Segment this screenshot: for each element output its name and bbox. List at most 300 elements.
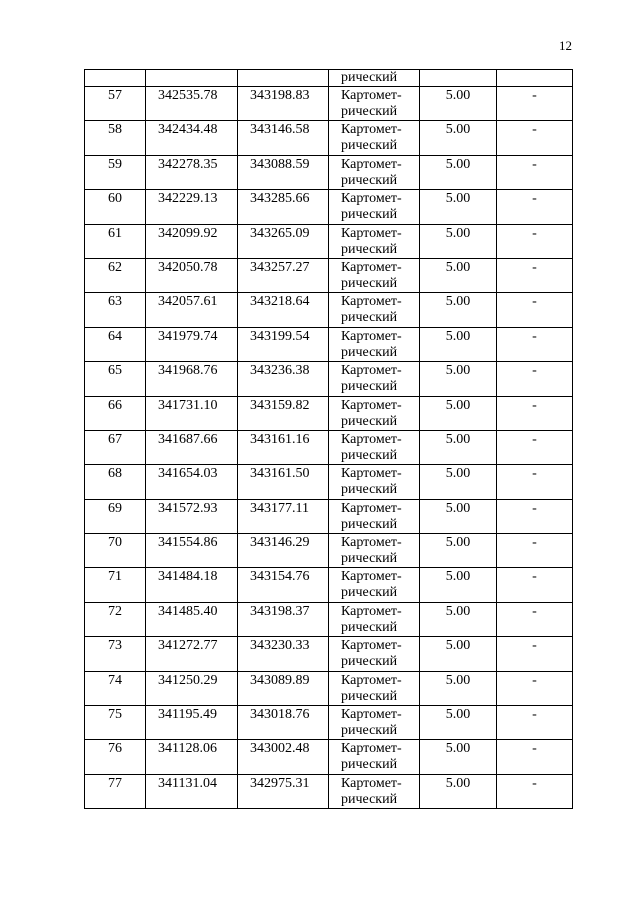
table-row (85, 740, 573, 774)
point-number-cell (85, 396, 146, 430)
table-row (85, 637, 573, 671)
y-coordinate-cell (238, 774, 329, 808)
accuracy-cell-text: 5.00 (445, 397, 471, 413)
x-coordinate-cell (146, 534, 238, 568)
method-cell (329, 671, 420, 705)
table-row (85, 327, 573, 361)
x-coordinate-cell (146, 87, 238, 121)
y-coordinate-cell (238, 637, 329, 671)
x-coordinate-cell (146, 121, 238, 155)
method-line-2: рический (341, 551, 398, 567)
point-number-cell-text: 75 (108, 707, 122, 723)
accuracy-cell (420, 396, 497, 430)
table-row (85, 396, 573, 430)
y-coordinate-cell (238, 293, 329, 327)
accuracy-cell (420, 637, 497, 671)
point-number-cell (85, 293, 146, 327)
point-number-cell-text: 57 (108, 88, 122, 103)
note-cell (497, 740, 573, 774)
y-coordinate-cell (238, 155, 329, 189)
x-coordinate-cell (146, 465, 238, 499)
point-number-cell (85, 430, 146, 464)
method-line-2: рический (341, 688, 398, 704)
continuation-cell-accuracy (420, 70, 497, 87)
note-cell (497, 121, 573, 155)
point-number-cell-text: 61 (108, 225, 122, 241)
note-cell (497, 87, 573, 121)
y-coordinate-cell (238, 671, 329, 705)
accuracy-cell (420, 465, 497, 499)
note-cell-text: - (532, 707, 537, 723)
x-coordinate-cell-text: 341572.93 (158, 500, 218, 516)
point-number-cell-text: 65 (108, 363, 122, 379)
x-coordinate-cell-text: 341654.03 (158, 466, 218, 482)
accuracy-cell (420, 293, 497, 327)
point-number-cell-text: 64 (108, 328, 122, 344)
method-cell (329, 327, 420, 361)
x-coordinate-cell (146, 362, 238, 396)
method-line-2: рический (341, 104, 398, 119)
coordinates-table-body (85, 70, 573, 809)
accuracy-cell (420, 224, 497, 258)
point-number-cell-text: 69 (108, 500, 122, 516)
point-number-cell (85, 155, 146, 189)
y-coordinate-cell-text: 343161.50 (250, 466, 310, 482)
note-cell-text: - (532, 431, 537, 447)
continuation-cell-note (497, 70, 573, 87)
note-cell-text: - (532, 466, 537, 482)
note-cell-text: - (532, 328, 537, 344)
x-coordinate-cell-text: 341195.49 (158, 707, 217, 723)
method-line-1: Картомет- (341, 707, 402, 723)
point-number-cell (85, 258, 146, 292)
accuracy-cell-text: 5.00 (445, 672, 471, 688)
y-coordinate-cell (238, 740, 329, 774)
accuracy-cell-text: 5.00 (445, 569, 471, 585)
y-coordinate-cell-text: 343285.66 (250, 191, 310, 207)
point-number-cell (85, 534, 146, 568)
point-number-cell-text: 71 (108, 569, 122, 585)
point-number-cell-text: 62 (108, 259, 122, 275)
note-cell (497, 155, 573, 189)
y-coordinate-cell (238, 396, 329, 430)
point-number-cell (85, 465, 146, 499)
method-line-2: рический (341, 275, 398, 291)
y-coordinate-cell-text: 343018.76 (250, 707, 310, 723)
x-coordinate-cell (146, 499, 238, 533)
note-cell (497, 396, 573, 430)
x-coordinate-cell-text: 341485.40 (158, 603, 218, 619)
table-row (85, 362, 573, 396)
point-number-cell (85, 568, 146, 602)
y-coordinate-cell-text: 343230.33 (250, 638, 310, 654)
x-coordinate-cell (146, 671, 238, 705)
note-cell (497, 190, 573, 224)
y-coordinate-cell (238, 258, 329, 292)
y-coordinate-cell-text: 343218.64 (250, 294, 310, 310)
x-coordinate-cell (146, 568, 238, 602)
x-coordinate-cell (146, 155, 238, 189)
note-cell (497, 637, 573, 671)
method-line-1: Картомет- (341, 672, 402, 688)
x-coordinate-cell (146, 740, 238, 774)
continuation-cell-y (238, 70, 329, 87)
method-line-2: рический (341, 791, 398, 807)
method-cell (329, 430, 420, 464)
x-coordinate-cell-text: 341484.18 (158, 569, 218, 585)
accuracy-cell-text: 5.00 (445, 775, 471, 791)
table-row (85, 602, 573, 636)
note-cell-text: - (532, 259, 537, 275)
note-cell-text: - (532, 122, 537, 138)
note-cell (497, 774, 573, 808)
table-row (85, 568, 573, 602)
point-number-cell-text: 68 (108, 466, 122, 482)
point-number-cell (85, 671, 146, 705)
accuracy-cell (420, 568, 497, 602)
x-coordinate-cell-text: 341979.74 (158, 328, 218, 344)
accuracy-cell (420, 362, 497, 396)
method-line-1: Картомет- (341, 328, 402, 344)
page-number: 12 (559, 38, 572, 53)
x-coordinate-cell-text: 342535.78 (158, 88, 218, 103)
y-coordinate-cell-text: 343161.16 (250, 431, 310, 447)
note-cell (497, 568, 573, 602)
note-cell-text: - (532, 638, 537, 654)
note-cell (497, 706, 573, 740)
point-number-cell-text: 74 (108, 672, 122, 688)
x-coordinate-cell-text: 342099.92 (158, 225, 218, 241)
note-cell-text: - (532, 156, 537, 172)
y-coordinate-cell (238, 121, 329, 155)
y-coordinate-cell-text: 343089.89 (250, 672, 310, 688)
x-coordinate-cell-text: 342229.13 (158, 191, 218, 207)
x-coordinate-cell-text: 341554.86 (158, 535, 218, 551)
y-coordinate-cell-text: 343146.58 (250, 122, 310, 138)
method-cell (329, 190, 420, 224)
accuracy-cell (420, 499, 497, 533)
method-line-2: рический (341, 482, 398, 498)
method-line-1: Картомет- (341, 466, 402, 482)
table-row (85, 87, 573, 121)
point-number-cell-text: 66 (108, 397, 122, 413)
method-line-1: Картомет- (341, 225, 402, 241)
accuracy-cell (420, 706, 497, 740)
table-row (85, 190, 573, 224)
accuracy-cell (420, 87, 497, 121)
method-line-2: рический (341, 138, 398, 154)
table-row (85, 465, 573, 499)
accuracy-cell-text: 5.00 (445, 122, 471, 138)
point-number-cell (85, 499, 146, 533)
method-cell (329, 258, 420, 292)
method-cell (329, 534, 420, 568)
x-coordinate-cell (146, 637, 238, 671)
continuation-method-cell (329, 70, 420, 87)
y-coordinate-cell-text: 343198.83 (250, 88, 310, 103)
x-coordinate-cell-text: 341131.04 (158, 775, 217, 791)
accuracy-cell-text: 5.00 (445, 431, 471, 447)
note-cell-text: - (532, 500, 537, 516)
point-number-cell (85, 87, 146, 121)
y-coordinate-cell (238, 430, 329, 464)
point-number-cell-text: 72 (108, 603, 122, 619)
x-coordinate-cell-text: 341250.29 (158, 672, 218, 688)
table-row (85, 258, 573, 292)
note-cell (497, 224, 573, 258)
table-row (85, 121, 573, 155)
point-number-cell-text: 58 (108, 122, 122, 138)
method-line-2: рический (341, 619, 398, 635)
method-line-1: Картомет- (341, 156, 402, 172)
x-coordinate-cell (146, 774, 238, 808)
method-cell (329, 499, 420, 533)
y-coordinate-cell (238, 465, 329, 499)
point-number-cell-text: 77 (108, 775, 122, 791)
method-line-1: Картомет- (341, 500, 402, 516)
note-cell (497, 258, 573, 292)
accuracy-cell-text: 5.00 (445, 363, 471, 379)
y-coordinate-cell (238, 362, 329, 396)
method-cell (329, 362, 420, 396)
accuracy-cell-text: 5.00 (445, 156, 471, 172)
note-cell-text: - (532, 741, 537, 757)
table-row (85, 534, 573, 568)
y-coordinate-cell-text: 343198.37 (250, 603, 310, 619)
method-line-1: Картомет- (341, 775, 402, 791)
accuracy-cell (420, 602, 497, 636)
x-coordinate-cell-text: 342434.48 (158, 122, 218, 138)
note-cell (497, 499, 573, 533)
accuracy-cell (420, 121, 497, 155)
y-coordinate-cell (238, 190, 329, 224)
accuracy-cell (420, 740, 497, 774)
y-coordinate-cell (238, 87, 329, 121)
table-row (85, 499, 573, 533)
x-coordinate-cell-text: 342278.35 (158, 156, 218, 172)
note-cell (497, 293, 573, 327)
method-line-1: Картомет- (341, 638, 402, 654)
point-number-cell-text: 67 (108, 431, 122, 447)
note-cell (497, 671, 573, 705)
accuracy-cell-text: 5.00 (445, 466, 471, 482)
note-cell-text: - (532, 88, 537, 103)
note-cell-text: - (532, 191, 537, 207)
accuracy-cell-text: 5.00 (445, 500, 471, 516)
note-cell-text: - (532, 603, 537, 619)
method-line-1: Картомет- (341, 397, 402, 413)
method-cell (329, 224, 420, 258)
x-coordinate-cell-text: 341128.06 (158, 741, 217, 757)
method-cell (329, 774, 420, 808)
method-cell (329, 740, 420, 774)
method-line-2: рический (341, 757, 398, 773)
x-coordinate-cell (146, 258, 238, 292)
point-number-cell (85, 774, 146, 808)
x-coordinate-cell (146, 430, 238, 464)
y-coordinate-cell (238, 706, 329, 740)
accuracy-cell-text: 5.00 (445, 707, 471, 723)
x-coordinate-cell-text: 341731.10 (158, 397, 218, 413)
method-cell (329, 121, 420, 155)
method-line-1: Картомет- (341, 88, 402, 103)
y-coordinate-cell-text: 343265.09 (250, 225, 310, 241)
note-cell (497, 465, 573, 499)
y-coordinate-cell-text: 343199.54 (250, 328, 310, 344)
y-coordinate-cell (238, 499, 329, 533)
accuracy-cell (420, 258, 497, 292)
x-coordinate-cell-text: 341968.76 (158, 363, 218, 379)
method-line-1: Картомет- (341, 191, 402, 207)
point-number-cell-text: 63 (108, 294, 122, 310)
method-cell (329, 465, 420, 499)
table-row (85, 671, 573, 705)
method-line-2: рический (341, 447, 398, 463)
method-cell (329, 637, 420, 671)
note-cell-text: - (532, 397, 537, 413)
accuracy-cell-text: 5.00 (445, 603, 471, 619)
table-row (85, 224, 573, 258)
point-number-cell (85, 362, 146, 396)
accuracy-cell (420, 155, 497, 189)
table-row (85, 293, 573, 327)
method-line-2: рический (341, 723, 398, 739)
method-line-2: рический (341, 310, 398, 326)
method-line-1: Картомет- (341, 569, 402, 585)
point-number-cell-text: 76 (108, 741, 122, 757)
y-coordinate-cell-text: 343236.38 (250, 363, 310, 379)
method-line-1: Картомет- (341, 122, 402, 138)
method-line-2: рический (341, 413, 398, 429)
x-coordinate-cell (146, 396, 238, 430)
y-coordinate-cell-text: 343088.59 (250, 156, 310, 172)
note-cell-text: - (532, 535, 537, 551)
point-number-cell-text: 60 (108, 191, 122, 207)
y-coordinate-cell (238, 534, 329, 568)
x-coordinate-cell (146, 706, 238, 740)
y-coordinate-cell (238, 568, 329, 602)
accuracy-cell (420, 534, 497, 568)
continuation-method-text: рический (341, 70, 398, 85)
accuracy-cell-text: 5.00 (445, 259, 471, 275)
method-cell (329, 568, 420, 602)
point-number-cell (85, 740, 146, 774)
method-line-1: Картомет- (341, 294, 402, 310)
point-number-cell (85, 121, 146, 155)
method-line-1: Картомет- (341, 363, 402, 379)
note-cell-text: - (532, 775, 537, 791)
method-cell (329, 602, 420, 636)
table-row (85, 774, 573, 808)
y-coordinate-cell-text: 343177.11 (250, 500, 309, 516)
point-number-cell-text: 59 (108, 156, 122, 172)
note-cell-text: - (532, 569, 537, 585)
note-cell (497, 430, 573, 464)
accuracy-cell (420, 774, 497, 808)
coordinates-table (84, 69, 573, 809)
x-coordinate-cell-text: 341272.77 (158, 638, 218, 654)
note-cell (497, 534, 573, 568)
method-line-2: рический (341, 172, 398, 188)
x-coordinate-cell (146, 602, 238, 636)
point-number-cell-text: 73 (108, 638, 122, 654)
x-coordinate-cell-text: 342057.61 (158, 294, 218, 310)
note-cell-text: - (532, 225, 537, 241)
y-coordinate-cell (238, 327, 329, 361)
x-coordinate-cell (146, 224, 238, 258)
y-coordinate-cell-text: 343002.48 (250, 741, 310, 757)
point-number-cell (85, 602, 146, 636)
x-coordinate-cell-text: 341687.66 (158, 431, 218, 447)
y-coordinate-cell-text: 343154.76 (250, 569, 310, 585)
note-cell (497, 602, 573, 636)
accuracy-cell-text: 5.00 (445, 638, 471, 654)
method-line-2: рический (341, 241, 398, 257)
point-number-cell (85, 190, 146, 224)
method-line-1: Картомет- (341, 741, 402, 757)
note-cell-text: - (532, 672, 537, 688)
method-line-2: рический (341, 344, 398, 360)
accuracy-cell-text: 5.00 (445, 88, 471, 103)
note-cell (497, 327, 573, 361)
point-number-cell (85, 637, 146, 671)
continuation-cell-x (146, 70, 238, 87)
accuracy-cell (420, 430, 497, 464)
x-coordinate-cell-text: 342050.78 (158, 259, 218, 275)
method-cell (329, 87, 420, 121)
method-line-1: Картомет- (341, 431, 402, 447)
continuation-row (85, 70, 573, 87)
y-coordinate-cell (238, 224, 329, 258)
accuracy-cell (420, 190, 497, 224)
method-line-2: рический (341, 379, 398, 395)
point-number-cell-text: 70 (108, 535, 122, 551)
table-row (85, 155, 573, 189)
method-line-2: рический (341, 516, 398, 532)
method-cell (329, 155, 420, 189)
method-line-1: Картомет- (341, 535, 402, 551)
table-row (85, 706, 573, 740)
method-line-1: Картомет- (341, 603, 402, 619)
x-coordinate-cell (146, 190, 238, 224)
method-cell (329, 396, 420, 430)
x-coordinate-cell (146, 293, 238, 327)
table-row (85, 430, 573, 464)
accuracy-cell (420, 327, 497, 361)
accuracy-cell-text: 5.00 (445, 328, 471, 344)
x-coordinate-cell (146, 327, 238, 361)
accuracy-cell (420, 671, 497, 705)
y-coordinate-cell-text: 342975.31 (250, 775, 310, 791)
y-coordinate-cell (238, 602, 329, 636)
note-cell-text: - (532, 294, 537, 310)
method-line-1: Картомет- (341, 259, 402, 275)
accuracy-cell-text: 5.00 (445, 225, 471, 241)
accuracy-cell-text: 5.00 (445, 191, 471, 207)
point-number-cell (85, 224, 146, 258)
y-coordinate-cell-text: 343159.82 (250, 397, 310, 413)
note-cell (497, 362, 573, 396)
method-line-2: рический (341, 207, 398, 223)
method-line-2: рический (341, 654, 398, 670)
method-cell (329, 293, 420, 327)
method-cell (329, 706, 420, 740)
point-number-cell (85, 706, 146, 740)
y-coordinate-cell-text: 343257.27 (250, 259, 310, 275)
accuracy-cell-text: 5.00 (445, 294, 471, 310)
accuracy-cell-text: 5.00 (445, 535, 471, 551)
accuracy-cell-text: 5.00 (445, 741, 471, 757)
